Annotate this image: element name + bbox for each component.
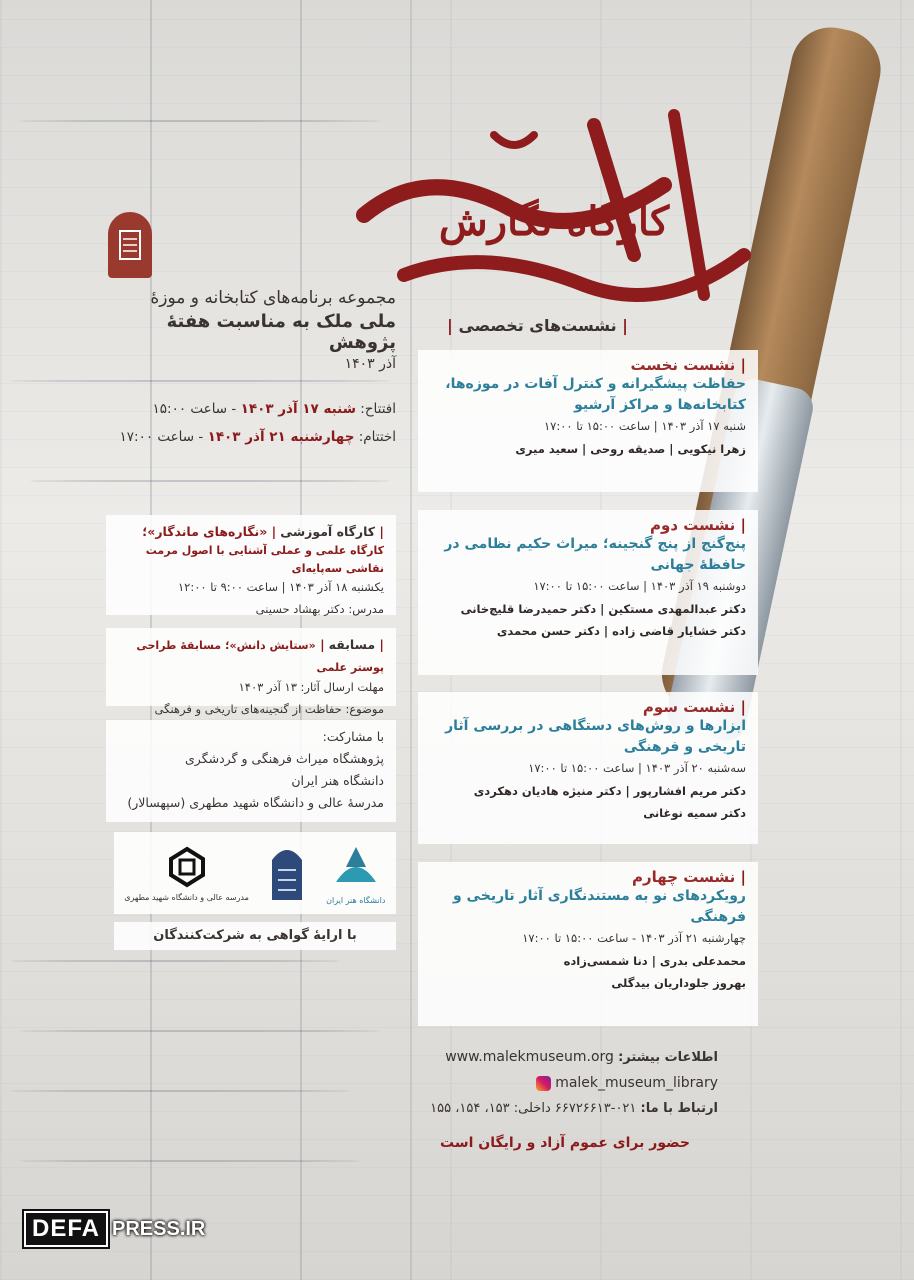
contact-block <box>418 1045 718 1121</box>
closing-date <box>96 423 396 451</box>
phone-label: ارتباط با ما: <box>640 1100 718 1116</box>
session-label: | نشست سوم <box>642 698 746 716</box>
instagram-handle[interactable]: malek_museum_library <box>555 1074 718 1091</box>
watermark-box: DEFA <box>24 1211 108 1247</box>
contest-label: مسابقه <box>328 637 376 652</box>
title-calligraphy-art <box>344 95 764 325</box>
manuscript-line <box>10 960 340 962</box>
intro-line-3: آذر ۱۴۰۳ <box>344 356 396 372</box>
session-time: دوشنبه ۱۹ آذر ۱۴۰۳ | ساعت ۱۵:۰۰ تا ۱۷:۰۰ <box>533 579 746 593</box>
partner-logos <box>114 832 396 914</box>
art-university-logo <box>326 842 386 905</box>
session-time: سه‌شنبه ۲۰ آذر ۱۴۰۳ | ساعت ۱۵:۰۰ تا ۱۷:۰۰ <box>528 761 746 775</box>
contest-topic: موضوع: حفاظت از گنجینه‌های تاریخی و فرهنگی <box>154 702 384 717</box>
session-time: چهارشنبه ۲۱ آذر ۱۴۰۳ - ساعت ۱۵:۰۰ تا ۱۷:۰۰ <box>522 931 746 945</box>
website-link[interactable]: www.malekmuseum.org <box>445 1049 614 1065</box>
partners-label: با مشارکت: <box>322 729 384 744</box>
manuscript-line <box>10 1090 350 1092</box>
manuscript-line <box>20 120 380 122</box>
session-topic: ابزارها و روش‌های دستگاهی در بررسی آثار تاریخی و فرهنگی <box>445 718 746 755</box>
workshop-label: کارگاه آموزشی <box>280 524 376 539</box>
workshop-teacher: مدرس: دکتر بهشاد حسینی <box>255 602 384 617</box>
manuscript-line <box>10 380 390 382</box>
session-panel <box>418 862 758 1026</box>
title-calligraphy <box>344 95 764 325</box>
workshop-subtitle: کارگاه علمی و عملی آشنایی با اصول مرمت نقاشی سه‌پایه‌ای <box>145 544 384 575</box>
heritage-institute-logo <box>269 840 305 906</box>
event-dates <box>96 395 396 452</box>
session-speakers: دکتر عبدالمهدی مستکین | دکتر حمیدرضا قلیچ‌خانی <box>460 601 746 616</box>
closing-value: چهارشنبه ۲۱ آذر ۱۴۰۳ <box>207 429 355 446</box>
opening-time: - ساعت ۱۵:۰۰ <box>152 401 237 417</box>
manuscript-line <box>20 1160 360 1162</box>
motahari-university-logo <box>124 845 249 902</box>
session-speakers: بهروز جلوداریان بیدگلی <box>611 976 746 991</box>
divider: | <box>267 524 277 539</box>
contest-heading <box>118 634 384 677</box>
instagram-icon <box>536 1076 551 1091</box>
closing-label: اختتام: <box>358 429 396 446</box>
divider: | <box>616 316 628 335</box>
workshop-heading <box>118 521 384 542</box>
workshop-date: یکشنبه ۱۸ آذر ۱۴۰۳ | ساعت ۹:۰۰ تا ۱۲:۰۰ <box>178 580 384 595</box>
session-label: | نشست دوم <box>650 516 746 534</box>
session-time: شنبه ۱۷ آذر ۱۴۰۳ | ساعت ۱۵:۰۰ تا ۱۷:۰۰ <box>543 419 746 433</box>
divider: | <box>375 524 384 539</box>
defa-press-watermark <box>24 1212 205 1246</box>
divider: | <box>315 637 325 652</box>
art-university-logo-icon <box>326 842 386 892</box>
session-topic: پنج‌گنج از پنج گنجینه؛ میراث حکیم نظامی در حافظهٔ جهانی <box>444 536 746 573</box>
session-speakers: محمدعلی بدری | دنا شمسی‌زاده <box>563 953 746 968</box>
intro-line-2: ملی ملک به مناسبت هفتهٔ پژوهش <box>166 311 396 353</box>
opening-label: افتتاح: <box>360 401 396 417</box>
workshop-name: «نگاره‌های ماندگار»؛ <box>142 524 268 539</box>
instagram-row <box>418 1071 718 1097</box>
closing-time: - ساعت ۱۷:۰۰ <box>119 429 204 446</box>
motahari-university-caption: مدرسه عالی و دانشگاه شهید مطهری <box>124 892 249 902</box>
sessions-header-text: نشست‌های تخصصی <box>458 316 617 335</box>
manuscript-line <box>30 480 390 482</box>
intro-line-1: مجموعه برنامه‌های کتابخانه و موزهٔ <box>150 288 396 308</box>
sessions-header <box>447 316 628 335</box>
art-university-caption: دانشگاه هنر ایران <box>326 895 386 905</box>
divider: | <box>375 637 384 652</box>
manuscript-line <box>20 1030 380 1032</box>
session-topic: حفاظت پیشگیرانه و کنترل آفات در موزه‌ها، کتابخانه‌ها و مراکز آرشیو <box>445 376 746 413</box>
museum-logo-art <box>115 225 145 265</box>
partners-panel <box>106 720 396 822</box>
partner-item: پژوهشگاه میراث فرهنگی و گردشگری <box>185 750 384 766</box>
title-text: کارگاه نگارش <box>438 198 670 245</box>
session-speakers: دکتر خشایار قاضی زاده | دکتر حسن محمدی <box>496 624 746 639</box>
contest-panel <box>106 628 396 717</box>
more-info-label: اطلاعات بیشتر: <box>618 1050 718 1065</box>
intro-block <box>100 288 396 372</box>
website-row <box>418 1045 718 1071</box>
free-entry-note: حضور برای عموم آزاد و رایگان است <box>440 1135 690 1151</box>
contest-subtitle: مسابقهٔ طراحی پوستر علمی <box>136 639 384 674</box>
session-speakers: دکتر سمیه نوغانی <box>643 806 746 821</box>
session-label: | نشست نخست <box>630 356 746 374</box>
partner-item: دانشگاه هنر ایران <box>291 772 384 788</box>
session-panel <box>418 510 758 675</box>
opening-value: شنبه ۱۷ آذر ۱۴۰۳ <box>240 401 356 417</box>
contest-name: «ستایش دانش»؛ <box>225 639 316 652</box>
workshop-panel <box>106 515 396 615</box>
divider: | <box>447 316 453 335</box>
museum-logo-icon <box>108 212 152 278</box>
heritage-institute-logo-icon <box>269 840 305 902</box>
watermark-rest: PRESS.IR <box>112 1217 206 1240</box>
session-panel <box>418 350 758 492</box>
opening-date <box>96 395 396 423</box>
partner-item: مدرسهٔ عالی و دانشگاه شهید مطهری (سپهسالار) <box>127 794 384 810</box>
certificate-note: با ارایهٔ گواهی به شرکت‌کنندگان <box>114 922 396 950</box>
contest-deadline: مهلت ارسال آثار: ۱۳ آذر ۱۴۰۳ <box>238 680 384 695</box>
phone-row <box>418 1097 718 1121</box>
session-panel <box>418 692 758 844</box>
session-speakers: زهرا نیکویی | صدیقه روحی | سعید میری <box>515 441 746 456</box>
session-speakers: دکتر مریم افشارپور | دکتر منیژه هادیان دهکردی <box>473 783 746 798</box>
phone-number: ۰۲۱-۶۶۷۲۶۶۱۳ داخلی: ۱۵۳، ۱۵۴، ۱۵۵ <box>430 1100 637 1116</box>
session-topic: رویکردهای نو به مستندنگاری آثار تاریخی و فرهنگی <box>452 888 746 925</box>
motahari-university-logo-icon <box>165 845 209 889</box>
session-label: | نشست چهارم <box>632 868 746 886</box>
